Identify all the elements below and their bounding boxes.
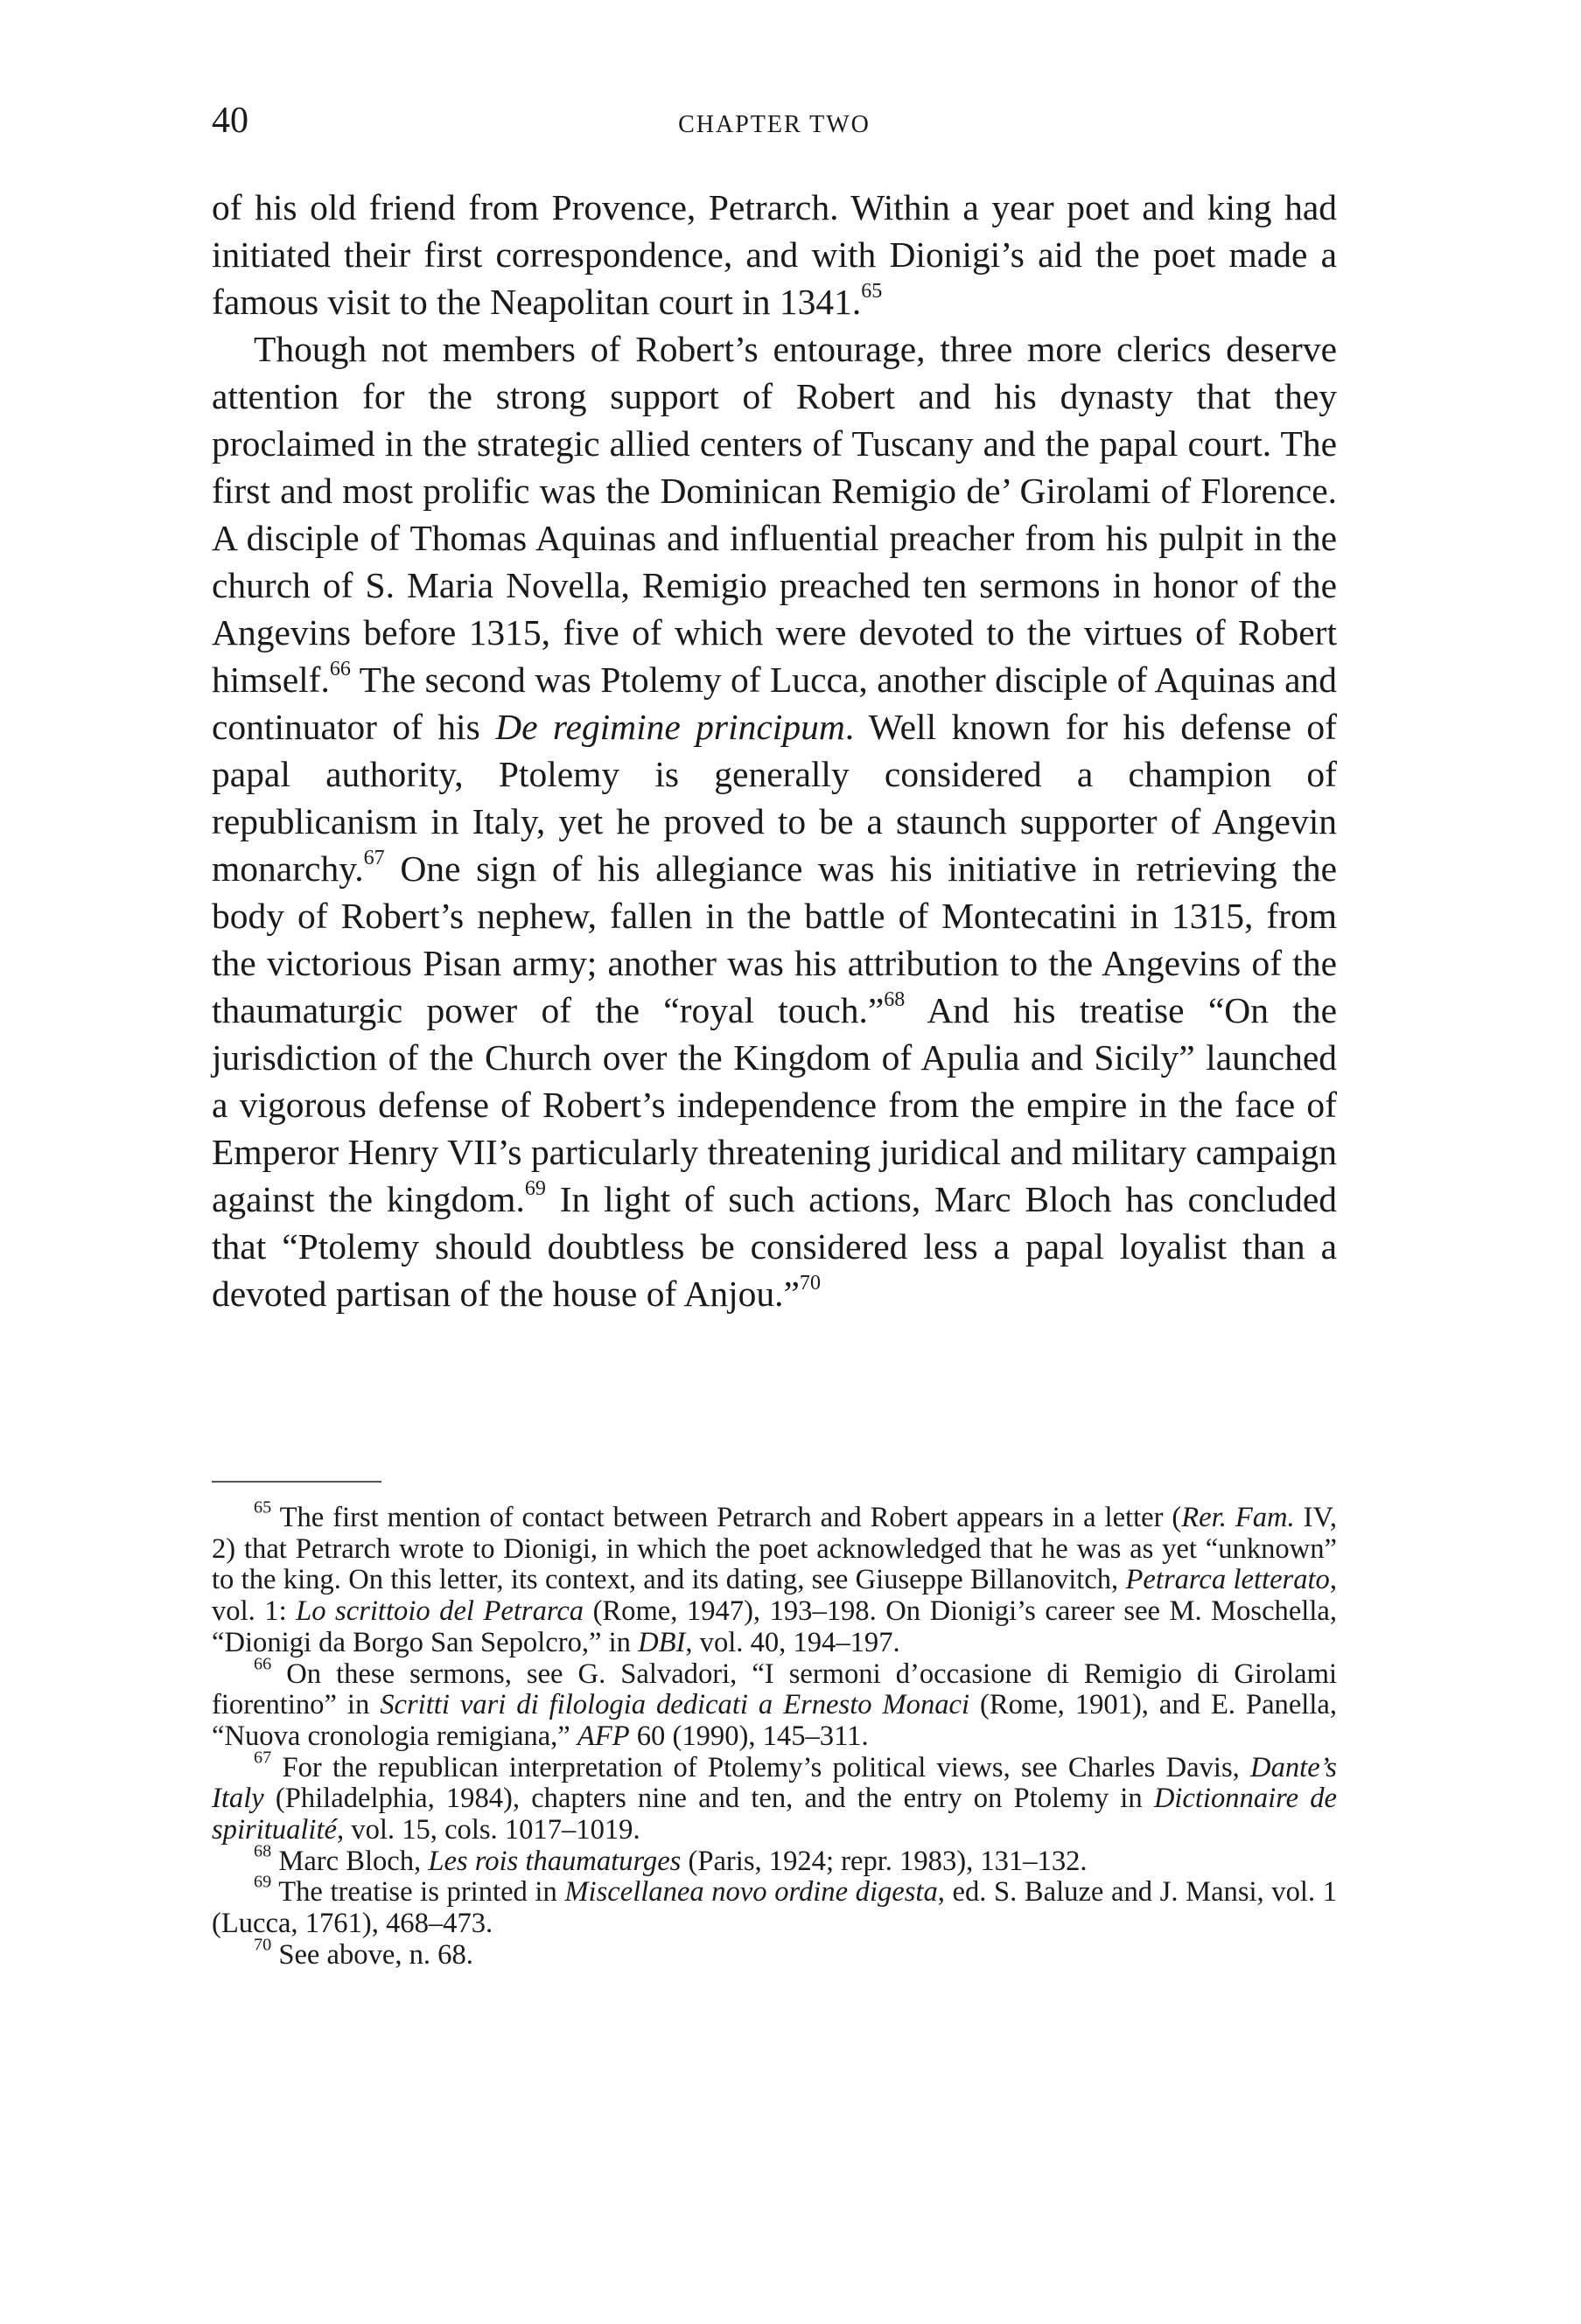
footnote-ref-65: 65 — [861, 280, 883, 304]
paragraph-2-text-a: Though not members of Robert’s entourage, three more clerics deserve attention for the strong support of Robert and his dynasty that they proclaimed in the strategic allied centers of Tuscany and the papal court. The first and most prolific was the Dominican Remigio de’ Girolami of Florence. A disciple of Thomas Aquinas and influential preacher from his pulpit in the church of S. Maria Novella, Remigio preached ten sermons in honor of the Angevins before 1315, five of which were devoted to the virtues of Robert himself. — [212, 329, 1337, 700]
footnote-text: For the republican interpretation of Ptolemy’s political views, see Charles Davis, — [271, 1751, 1251, 1783]
footnote-number: 68 — [254, 1840, 272, 1860]
footnote-text: , vol. 40, 194–197. — [685, 1626, 900, 1658]
footnote-text: , vol. 15, cols. 1017–1019. — [337, 1814, 640, 1846]
footnote-italic: AFP — [577, 1720, 630, 1752]
footnote-text: See above, n. 68. — [271, 1938, 473, 1971]
footnote-69 — [212, 1872, 1337, 1940]
footnote-text: 60 (1990), 145–311. — [629, 1720, 869, 1752]
footnote-65 — [212, 1497, 1338, 1659]
footnote-ref-70: 70 — [799, 1272, 821, 1295]
paragraph-2-text-e: And his treatise “On the jurisdiction of the Church over the Kingdom of Apulia and Sicily” launched a vigorous defense of Robert’s independence from the empire in the face of Emperor Henry VII’s particularly threatening juridical and military campaign against the kingdom. — [212, 990, 1337, 1219]
footnote-italic: Miscellanea novo ordine digesta — [564, 1876, 938, 1909]
body-text — [212, 184, 1337, 1317]
footnote-text: Marc Bloch, — [271, 1845, 429, 1877]
footnote-text: (Rome, 1947), 193–198. On Dionigi’s career see M. Moschella, “Dionigi da Borgo San Sepolcro,” in — [212, 1595, 1337, 1658]
footnote-text: (Philadelphia, 1984), chapters nine and ten, and the entry on Ptolemy in — [263, 1783, 1154, 1815]
footnote-ref-69: 69 — [524, 1177, 546, 1201]
paragraph-2-text-b: The second was Ptolemy of Lucca, another disciple of Aquinas and continuator of his — [212, 660, 1337, 747]
footnote-67 — [212, 1747, 1338, 1846]
footnote-italic: Les rois thaumaturges — [428, 1845, 682, 1877]
footnote-text: , ed. S. Baluze and J. Mansi, vol. 1 (Lucca, 1761), 468–473. — [212, 1876, 1337, 1940]
footnote-italic: Rer. Fam. — [1181, 1502, 1295, 1533]
footnote-number: 70 — [254, 1935, 272, 1955]
paragraph-1 — [212, 184, 1337, 325]
footnote-text: IV, 2) that Petrarch wrote to Dionigi, in which the poet acknowledged that he was as yet “unknown” to the king. On this letter, its context, and its dating, see Giuseppe Billanovitch, — [212, 1502, 1338, 1596]
paragraph-2-text-d: One sign of his allegiance was his initiative in retrieving the body of Robert’s nephew, fallen in the battle of Montecatini in 1315, from the victorious Pisan army; another was his attribution to the Angevins of the thaumaturgic power of the “royal touch.” — [212, 848, 1337, 1030]
footnote-number: 65 — [254, 1497, 272, 1518]
paragraph-2 — [212, 325, 1337, 1317]
footnote-ref-66: 66 — [329, 658, 351, 681]
footnote-text: , vol. 1: — [212, 1564, 1337, 1628]
paragraph-2-text-c: . Well known for his defense of papal authority, Ptolemy is generally considered a champion of republicanism in Italy, yet he proved to be a staunch supporter of Angevin monarchy. — [212, 707, 1338, 889]
footnote-70 — [212, 1935, 1337, 1972]
footnote-66 — [212, 1653, 1337, 1753]
footnote-number: 69 — [254, 1872, 272, 1892]
paragraph-2-text-f: In light of such actions, Marc Bloch has concluded that “Ptolemy should doubtless be considered less a papal loyalist than a devoted partisan of the house of Anjou.” — [212, 1179, 1338, 1314]
footnote-divider — [212, 1481, 381, 1483]
footnote-number: 67 — [254, 1747, 272, 1767]
footnote-text: The treatise is printed in — [271, 1876, 565, 1909]
page-number: 40 — [212, 101, 248, 141]
book-title: De regimine principum — [495, 707, 845, 747]
footnote-text: The first mention of contact between Petrarch and Robert appears in a letter ( — [271, 1502, 1182, 1533]
footnote-italic: Scritti vari di filologia dedicati a Ernesto Monaci — [380, 1689, 970, 1721]
footnote-text: On these sermons, see G. Salvadori, “I sermoni d’occasione di Remigio di Girolami fiorentino” in — [212, 1658, 1337, 1721]
footnote-68 — [212, 1840, 1337, 1878]
footnotes — [212, 1497, 1338, 1972]
paragraph-1-text: of his old friend from Provence, Petrarch. Within a year poet and king had initiated their first correspondence, and with Dionigi’s aid the poet made a famous visit to the Neapolitan court in 1341. — [212, 187, 1337, 322]
footnote-italic: Dante’s Italy — [212, 1751, 1337, 1815]
running-head: CHAPTER TWO — [678, 111, 871, 138]
footnote-italic: DBI — [638, 1626, 686, 1658]
footnote-text: (Rome, 1901), and E. Panella, “Nuova cronologia remigiana,” — [212, 1689, 1337, 1752]
footnote-italic: Petrarca letterato — [1125, 1564, 1330, 1596]
page-header — [212, 94, 1337, 147]
footnote-ref-67: 67 — [363, 847, 385, 870]
footnote-italic: Lo scrittoio del Petrarca — [296, 1595, 584, 1628]
footnote-ref-68: 68 — [884, 988, 906, 1012]
footnote-italic: Dictionnaire de spiritualité — [212, 1783, 1338, 1846]
footnote-text: (Paris, 1924; repr. 1983), 131–132. — [681, 1845, 1088, 1877]
footnote-number: 66 — [254, 1653, 272, 1673]
